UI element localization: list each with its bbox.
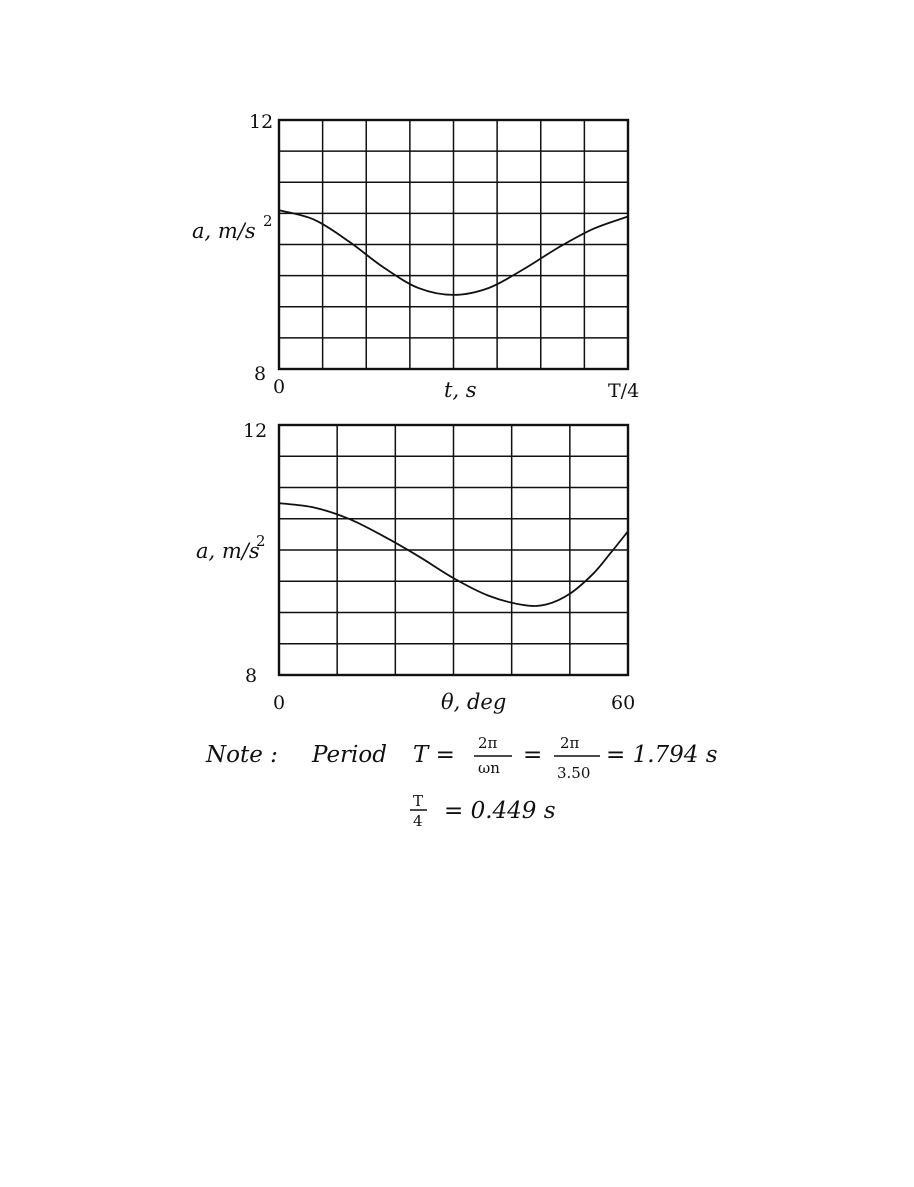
chart2-ytick-min: 8 <box>245 665 258 687</box>
chart2-xtick-start: 0 <box>273 692 286 714</box>
note-fraction1-numerator: 2π <box>478 734 498 752</box>
note-period-word: Period <box>312 742 387 768</box>
note-period-result: = 1.794 s <box>606 742 718 768</box>
note-quarter-numerator: T <box>413 792 424 810</box>
chart1-xtick-start: 0 <box>273 376 286 398</box>
note-fraction2-denominator: 3.50 <box>557 764 591 782</box>
chart1-ylabel-superscript: 2 <box>263 212 273 230</box>
chart1-xlabel: t, s <box>444 378 477 402</box>
chart2-ylabel-superscript: 2 <box>256 532 266 550</box>
note-label: Note : <box>206 742 278 768</box>
chart1-grid <box>279 120 628 369</box>
period-note <box>205 734 718 830</box>
chart1-ytick-max: 12 <box>249 111 274 133</box>
note-equals-1: = <box>523 742 543 768</box>
chart1-ylabel: a, m/s <box>192 219 256 243</box>
chart2-xtick-end: 60 <box>611 692 636 714</box>
note-fraction1-denominator: ωn <box>478 759 500 777</box>
chart2-grid <box>279 425 628 675</box>
chart-acceleration-vs-angle <box>196 420 635 714</box>
note-quarter-value: = 0.449 s <box>444 798 556 824</box>
note-quarter-denominator: 4 <box>413 812 423 830</box>
chart1-ytick-min: 8 <box>254 363 267 385</box>
chart1-xtick-end: T/4 <box>608 380 640 402</box>
chart2-xlabel: θ, deg <box>441 690 507 714</box>
note-fraction2-numerator: 2π <box>560 734 580 752</box>
note-t-equals: T = <box>413 742 455 768</box>
chart-acceleration-vs-time <box>192 111 639 402</box>
chart2-ytick-max: 12 <box>243 420 268 442</box>
chart2-ylabel: a, m/s <box>196 539 260 563</box>
